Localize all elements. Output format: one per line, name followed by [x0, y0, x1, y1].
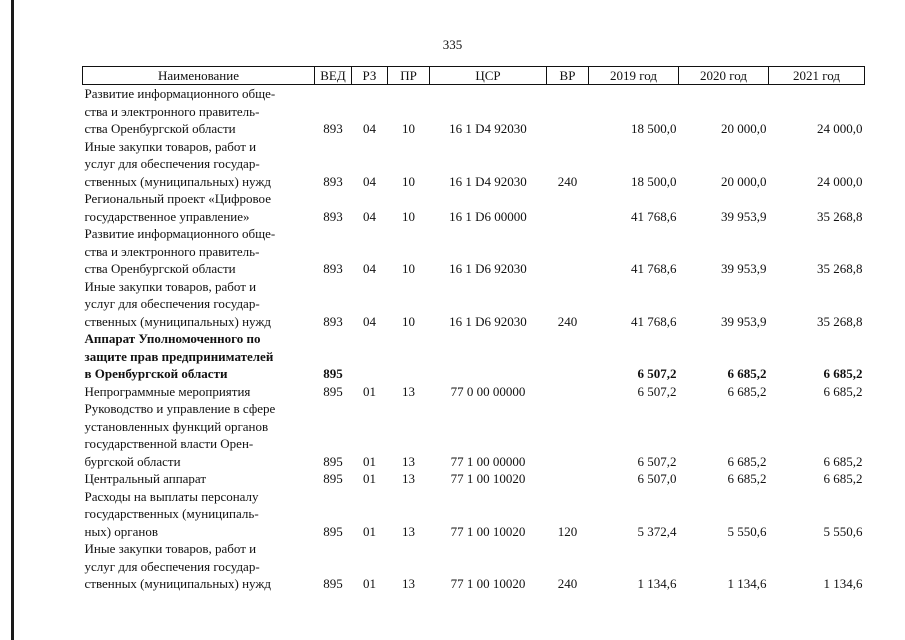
- budget-table: [82, 66, 865, 593]
- cell-name: Иные закупки товаров, работ и услуг для обеспечения государ- ственных (муниципальных) нужд: [84, 541, 271, 591]
- cell-rz: 04: [363, 261, 376, 276]
- cell-vr: [547, 383, 589, 401]
- table-row: [83, 470, 865, 488]
- cell-rz: 04: [363, 121, 376, 136]
- cell-csr: 77 0 00 00000: [450, 383, 526, 399]
- cell-pr: 13: [402, 383, 415, 399]
- cell-pr: 10: [402, 261, 415, 276]
- cell-ved: 895: [323, 383, 343, 399]
- cell-2019: 18 500,0: [631, 121, 677, 136]
- cell-ved: 893: [323, 313, 343, 329]
- cell-pr: 10: [402, 173, 415, 189]
- cell-vr: 240: [557, 173, 578, 189]
- cell-csr: 16 1 D4 92030: [449, 173, 527, 189]
- cell-name: Иные закупки товаров, работ и услуг для обеспечения государ- ственных (муниципальных) нужд: [84, 278, 271, 329]
- cell-2021: 6 685,2: [823, 471, 863, 486]
- cell-2020: 1 134,6: [727, 576, 767, 591]
- cell-csr: 77 1 00 10020: [450, 471, 526, 486]
- table-row: [83, 488, 865, 541]
- cell-csr: 16 1 D4 92030: [449, 121, 527, 136]
- cell-pr: 13: [402, 471, 415, 486]
- cell-pr: 10: [402, 208, 415, 224]
- cell-2019: 41 768,6: [631, 313, 677, 329]
- cell-name: Региональный проект «Цифровое государственное управление»: [84, 191, 271, 224]
- table-row: [83, 190, 865, 225]
- cell-ved: 893: [323, 261, 343, 276]
- page-number: 335: [442, 37, 463, 52]
- cell-rz: 01: [363, 471, 376, 486]
- table-body: [83, 85, 865, 593]
- cell-csr: [430, 330, 547, 383]
- cell-2021: 35 268,8: [817, 313, 863, 329]
- cell-ved: 895: [323, 366, 343, 381]
- cell-vr: [547, 225, 589, 278]
- cell-2020: 6 685,2: [727, 366, 767, 381]
- cell-name: Центральный аппарат: [84, 471, 207, 486]
- cell-csr: 16 1 D6 00000: [449, 208, 527, 224]
- cell-name: Расходы на выплаты персоналу государственных (муниципаль- ных) органов: [84, 488, 259, 539]
- cell-2020: 20 000,0: [721, 173, 767, 189]
- cell-rz: 04: [363, 173, 376, 189]
- cell-2021: 24 000,0: [817, 173, 863, 189]
- cell-rz: 01: [363, 576, 376, 591]
- header-2020: 2020 год: [679, 67, 769, 85]
- cell-ved: 895: [323, 471, 343, 486]
- table-row: [83, 278, 865, 331]
- cell-ved: 895: [323, 576, 343, 591]
- header-name: Наименование: [83, 67, 315, 85]
- cell-vr: 240: [557, 576, 578, 591]
- header-2019: 2019 год: [589, 67, 679, 85]
- table-row: [83, 383, 865, 401]
- cell-2020: 5 550,6: [727, 523, 767, 539]
- cell-pr: [388, 330, 430, 383]
- cell-rz: 01: [363, 523, 376, 539]
- header-ved: ВЕД: [315, 67, 352, 85]
- table-row: [83, 85, 865, 138]
- cell-pr: 10: [402, 121, 415, 136]
- header-csr: ЦСР: [430, 67, 547, 85]
- cell-2019: 41 768,6: [631, 261, 677, 276]
- table-header: [83, 67, 865, 85]
- cell-name: Развитие информационного обще- ства и электронного правитель- ства Оренбургской области: [84, 226, 276, 276]
- cell-2019: 5 372,4: [637, 523, 677, 539]
- cell-rz: 01: [363, 453, 376, 469]
- cell-2019: 6 507,0: [637, 471, 677, 486]
- cell-ved: 893: [323, 121, 343, 136]
- cell-csr: 77 1 00 00000: [450, 453, 526, 469]
- cell-rz: 04: [363, 208, 376, 224]
- table-row: [83, 330, 865, 383]
- cell-2020: 39 953,9: [721, 313, 767, 329]
- table-row: [83, 540, 865, 593]
- cell-2021: 5 550,6: [823, 523, 863, 539]
- cell-vr: [547, 470, 589, 488]
- header-pr: ПР: [388, 67, 430, 85]
- cell-ved: 893: [323, 173, 343, 189]
- cell-2019: 1 134,6: [637, 576, 677, 591]
- cell-pr: 13: [402, 453, 415, 469]
- cell-name: Иные закупки товаров, работ и услуг для обеспечения государ- ственных (муниципальных) нужд: [84, 138, 271, 189]
- cell-csr: 16 1 D6 92030: [449, 261, 527, 276]
- cell-vr: 120: [557, 523, 578, 539]
- cell-pr: 13: [402, 576, 415, 591]
- cell-csr: 77 1 00 10020: [450, 576, 526, 591]
- header-vr: ВР: [547, 67, 589, 85]
- cell-2019: 6 507,2: [637, 453, 677, 469]
- cell-ved: 895: [323, 523, 343, 539]
- cell-2020: 39 953,9: [721, 208, 767, 224]
- cell-2020: 6 685,2: [727, 471, 767, 486]
- cell-vr: [547, 330, 589, 383]
- cell-rz: [352, 330, 388, 383]
- cell-name: Руководство и управление в сфере установленных функций органов государственной власти Орен- бургской области: [84, 401, 276, 469]
- cell-name: Развитие информационного обще- ства и электронного правитель- ства Оренбургской области: [84, 86, 276, 136]
- cell-vr: [547, 400, 589, 470]
- cell-csr: 16 1 D6 92030: [449, 313, 527, 329]
- table-row: [83, 225, 865, 278]
- cell-vr: 240: [557, 313, 578, 329]
- cell-2021: 6 685,2: [823, 453, 863, 469]
- cell-ved: 893: [323, 208, 343, 224]
- cell-2019: 18 500,0: [631, 173, 677, 189]
- table-row: [83, 400, 865, 470]
- cell-2020: 6 685,2: [727, 453, 767, 469]
- header-rz: РЗ: [352, 67, 388, 85]
- cell-2021: 6 685,2: [823, 383, 863, 399]
- cell-pr: 13: [402, 523, 415, 539]
- header-row: [83, 67, 865, 85]
- cell-2019: 6 507,2: [637, 383, 677, 399]
- page-left-border: [11, 0, 14, 640]
- table-row: [83, 138, 865, 191]
- cell-2019: 6 507,2: [637, 366, 677, 381]
- cell-name: Непрограммные мероприятия: [84, 383, 251, 399]
- cell-name: Аппарат Уполномоченного по защите прав предпринимателей в Оренбургской области: [84, 331, 274, 381]
- cell-rz: 04: [363, 313, 376, 329]
- cell-2021: 24 000,0: [817, 121, 863, 136]
- cell-2020: 20 000,0: [721, 121, 767, 136]
- cell-2020: 39 953,9: [721, 261, 767, 276]
- cell-rz: 01: [363, 383, 376, 399]
- cell-2021: 35 268,8: [817, 261, 863, 276]
- cell-2019: 41 768,6: [631, 208, 677, 224]
- cell-2021: 1 134,6: [823, 576, 863, 591]
- cell-ved: 895: [323, 453, 343, 469]
- cell-2021: 35 268,8: [817, 208, 863, 224]
- cell-2021: 6 685,2: [823, 366, 863, 381]
- cell-pr: 10: [402, 313, 415, 329]
- cell-csr: 77 1 00 10020: [450, 523, 526, 539]
- cell-2020: 6 685,2: [727, 383, 767, 399]
- cell-vr: [547, 190, 589, 225]
- header-2021: 2021 год: [769, 67, 865, 85]
- cell-vr: [547, 85, 589, 138]
